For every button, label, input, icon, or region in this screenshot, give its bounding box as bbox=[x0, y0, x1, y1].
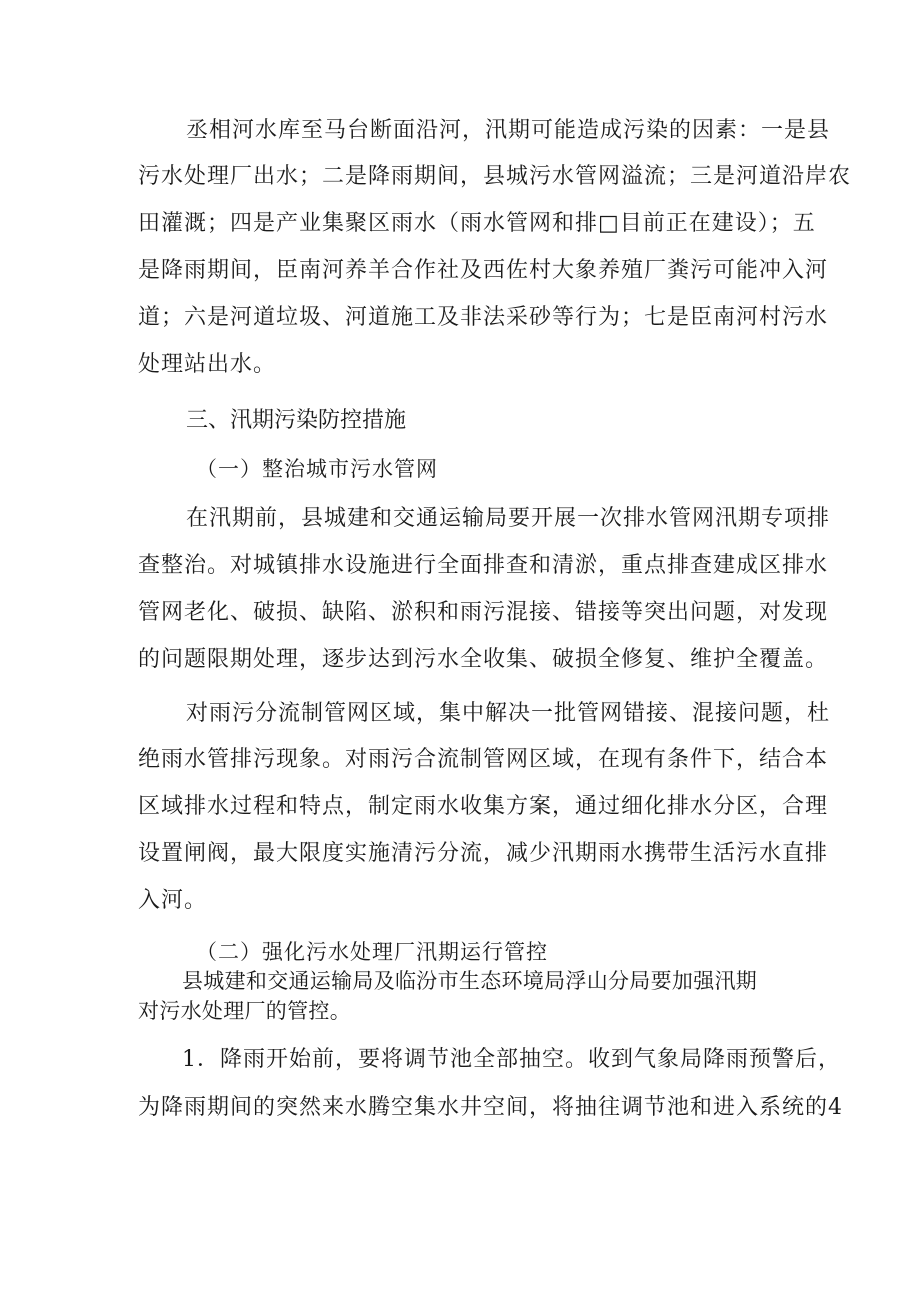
text-line: 查整治。对城镇排水设施进行全面排查和清淤，重点排查建成区排水 bbox=[138, 553, 829, 578]
text-line: 为降雨期间的突然来水腾空集水井空间，将抽往调节池和进入系统的4 bbox=[138, 1095, 843, 1120]
subsection-heading: （二）强化污水处理厂汛期运行管控 bbox=[196, 940, 548, 964]
text-line: 污水处理厂出水；二是降雨期间，县城污水管网溢流；三是河道沿岸农 bbox=[138, 164, 852, 189]
text-line: 设置闸阀，最大限度实施清污分流，减少汛期雨水携带生活污水直排 bbox=[138, 841, 829, 866]
text-line: 田灌溉；四是产业集聚区雨水（雨水管网和排□目前正在建设）；五 bbox=[138, 211, 816, 236]
text-line: 是降雨期间，臣南河养羊合作社及西佐村大象养殖厂粪污可能冲入河 bbox=[138, 258, 829, 283]
text-line: 对污水处理厂的管控。 bbox=[138, 999, 351, 1023]
subsection-heading: （一）整治城市污水管网 bbox=[196, 457, 438, 481]
text-line: 的问题限期处理，逐步达到污水全收集、破损全修复、维护全覆盖。 bbox=[138, 647, 829, 672]
text-line: 入河。 bbox=[138, 888, 208, 913]
text-line: 管网老化、破损、缺陷、淤积和雨污混接、错接等突出问题，对发现 bbox=[138, 600, 829, 625]
text-line: 县城建和交通运输局及临汾市生态环境局浮山分局要加强汛期 bbox=[182, 969, 758, 993]
text-line: 1．降雨开始前，要将调节池全部抽空。收到气象局降雨预警后， bbox=[182, 1047, 841, 1072]
text-line: 在汛期前，县城建和交通运输局要开展一次排水管网汛期专项排 bbox=[186, 506, 831, 531]
text-line: 对雨污分流制管网区域，集中解决一批管网错接、混接问题，杜 bbox=[186, 701, 831, 726]
text-line: 处理站出水。 bbox=[138, 352, 277, 377]
text-line: 区域排水过程和特点，制定雨水收集方案，通过细化排水分区，合理 bbox=[138, 794, 829, 819]
text-line: 丞相河水库至马台断面沿河，汛期可能造成污染的因素：一是县 bbox=[186, 118, 831, 143]
section-heading: 三、汛期污染防控措施 bbox=[186, 408, 407, 433]
text-line: 绝雨水管排污现象。对雨污合流制管网区域，在现有条件下，结合本 bbox=[138, 747, 829, 772]
text-line: 道；六是河道垃圾、河道施工及非法采砂等行为；七是臣南河村污水 bbox=[138, 305, 829, 330]
